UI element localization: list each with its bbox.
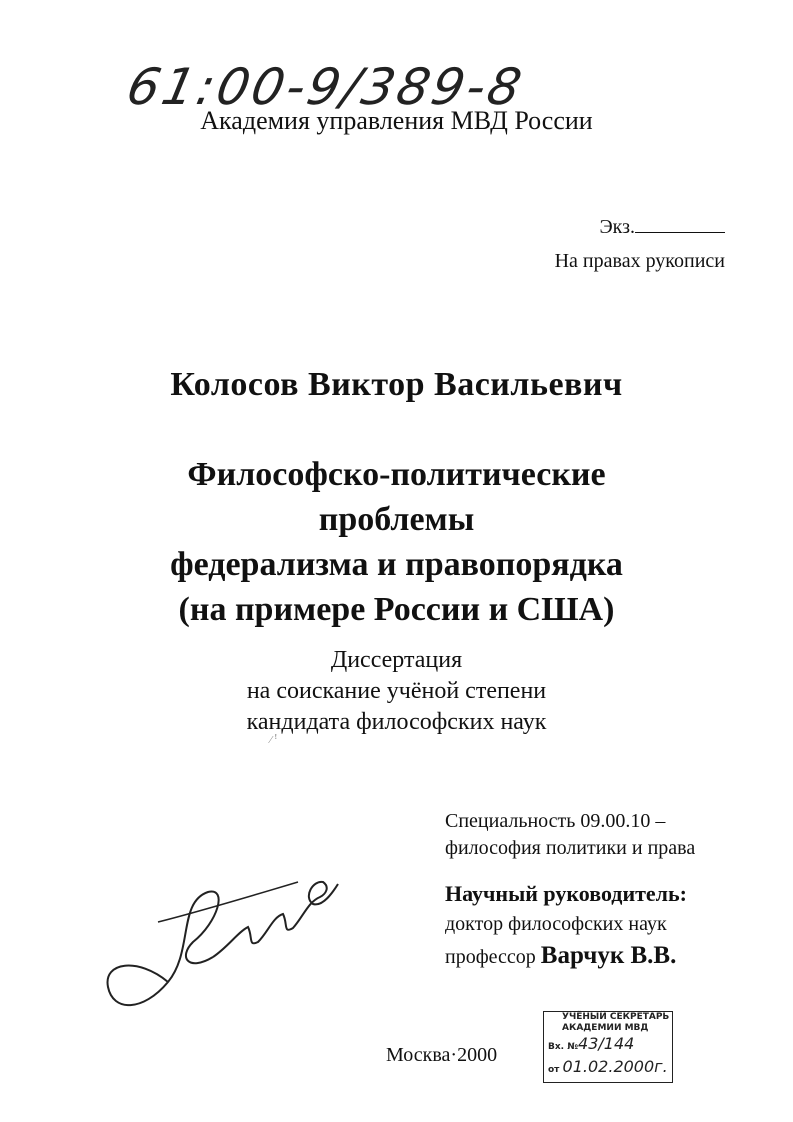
author-name: Колосов Виктор Васильевич [170, 366, 623, 403]
manuscript-rights: На правах рукописи [554, 250, 725, 272]
copy-blank-line [635, 214, 725, 233]
city-year: Москва·2000 [386, 1044, 498, 1066]
thesis-line: Диссертация [330, 647, 463, 673]
copy-number [599, 214, 725, 239]
adviser-rank: профессор [445, 946, 536, 968]
adviser-degree: доктор философских наук [445, 913, 667, 935]
stamp-vx-label: Вх. № [548, 1042, 579, 1052]
archive-code-handwritten: 61:00-9/389-8 [121, 58, 530, 116]
thesis-line: кандидата философских наук [246, 709, 547, 735]
stamp-line-2: АКАДЕМИИ МВД [562, 1023, 649, 1033]
author-signature [98, 862, 348, 1032]
title-line: Философско-политические [187, 456, 606, 493]
thesis-line: на соискание учёной степени [246, 678, 547, 704]
stamp-date-prefix: от [548, 1065, 560, 1075]
adviser-label: Научный руководитель: [445, 881, 687, 906]
title-line: проблемы [318, 501, 475, 538]
title-line: федерализма и правопорядка [170, 546, 623, 583]
stamp-vx-number: 43/144 [578, 1034, 635, 1053]
registration-stamp [543, 1011, 673, 1083]
adviser-name: Варчук В.В. [540, 942, 677, 969]
specialty [445, 808, 695, 862]
thesis-description [0, 645, 793, 738]
copy-label: Экз. [599, 216, 635, 238]
title-line: (на примере России и США) [178, 591, 615, 628]
stamp-date-row [544, 1057, 672, 1080]
stamp-vx-row [544, 1034, 672, 1057]
specialty-name: философия политики и права [445, 837, 696, 859]
scan-specks: ⁄ ꜝ [270, 735, 278, 746]
specialty-code: Специальность 09.00.10 – [445, 810, 666, 832]
stamp-date-value: 01.02.2000г. [562, 1057, 668, 1076]
institution-name: Академия управления МВД России [200, 106, 593, 135]
dissertation-title [0, 452, 793, 632]
scientific-adviser [445, 878, 687, 973]
stamp-line-1: УЧЁНЫЙ СЕКРЕТАРЬ [562, 1012, 670, 1022]
